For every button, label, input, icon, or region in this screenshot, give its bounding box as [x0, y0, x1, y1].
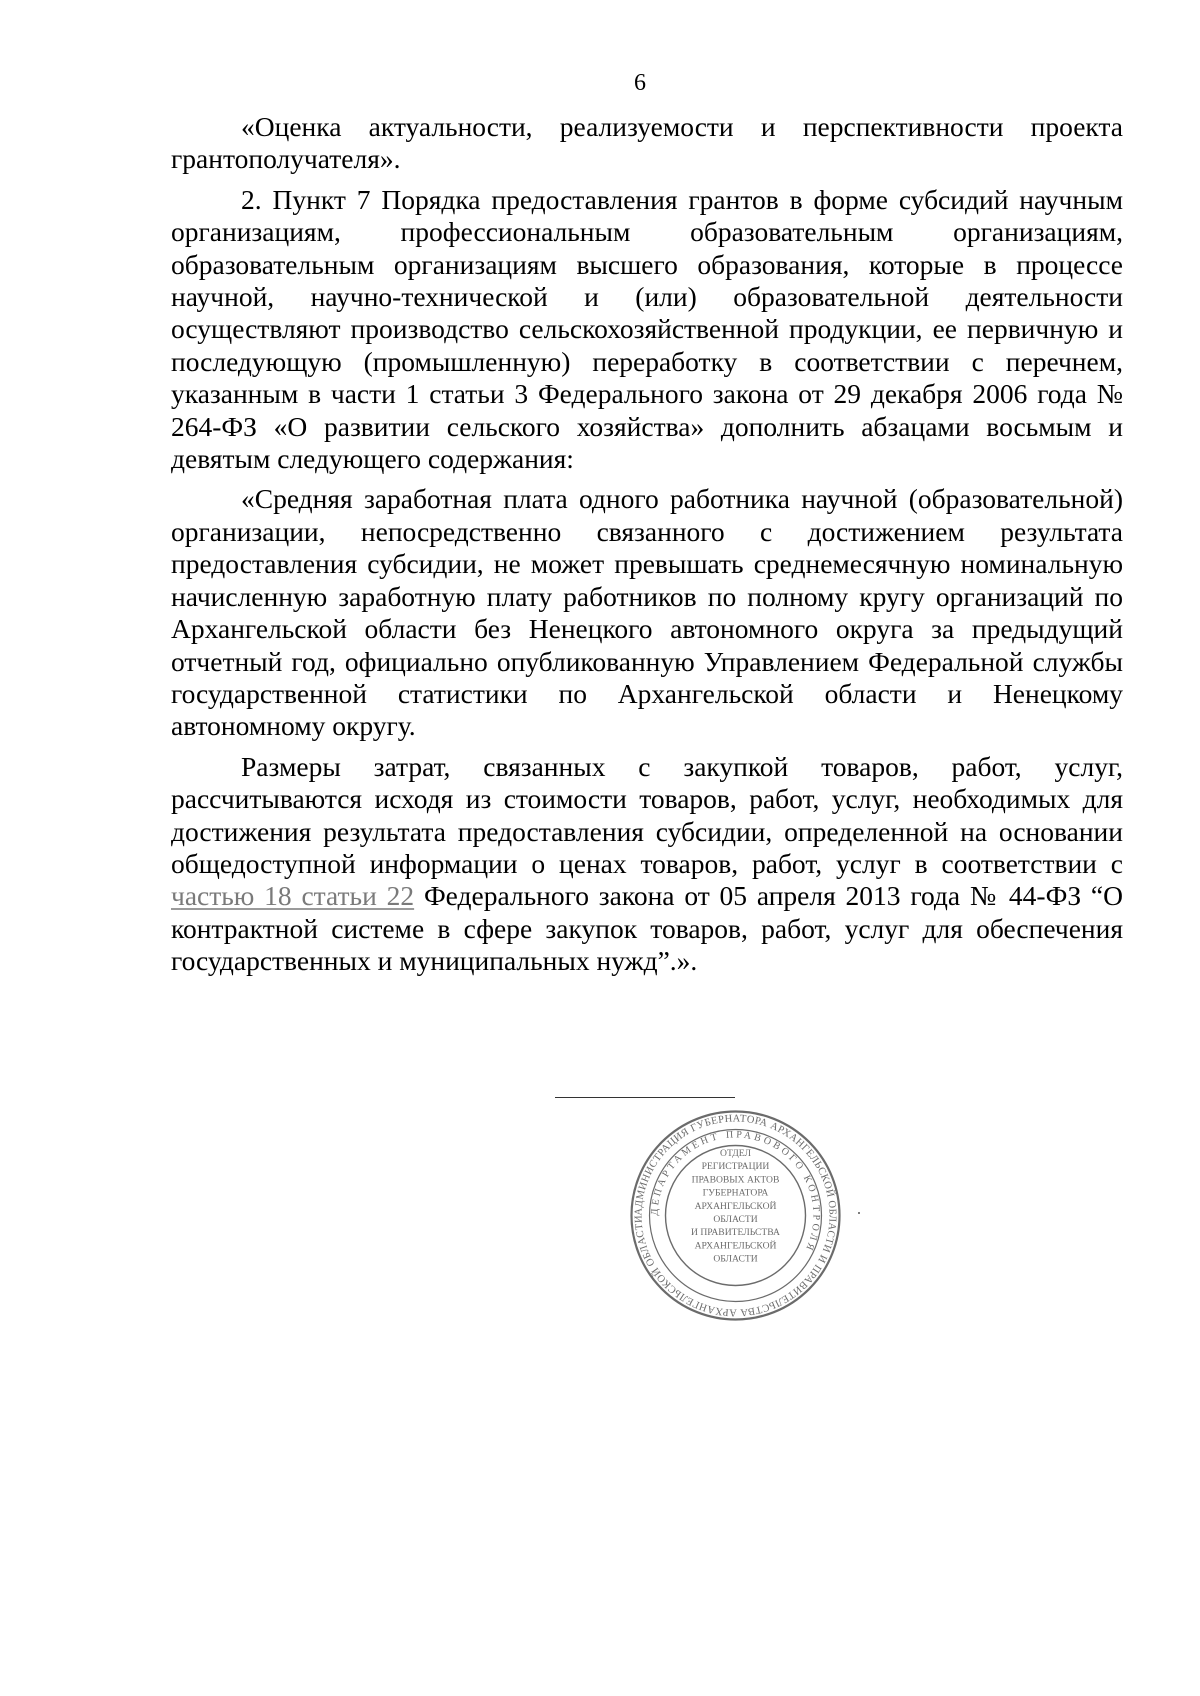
paragraph-4-text-before: Размеры затрат, связанных с закупкой товаров, работ, услуг, рассчитываются исходя из стоимости товаров, работ, услуг, необходимых для достижения результата предоставления субсидии, определенной на основании общедоступной информации о ценах товаров, работ, услуг в соответствии с	[171, 750, 1123, 879]
stamp-inner-ring-text: ДЕПАРТАМЕНТ ПРАВОВОГО КОНТРОЛЯ	[649, 1129, 822, 1255]
stamp-center-line: ОТДЕЛ	[720, 1148, 751, 1159]
stamp-center-line: ПРАВОВЫХ АКТОВ	[691, 1174, 780, 1186]
paragraph-4-text-after: Федерального закона от 05 апреля 2013 года № 44-ФЗ “О контрактной системе в сфере закупок товаров, работ, услуг для обеспечения государственных и муниципальных нужд”.».	[171, 880, 1123, 977]
paragraph-2: 2. Пункт 7 Порядка предоставления грантов в форме субсидий научным организациям, профессиональным образовательным организациям, образовательным организациям высшего образования, которые в процессе научной, научно-технической и (или) образовательной деятельности осуществляют производство сельскохозяйственной продукции, ее первичную и последующую (промышленную) переработку в соответствии с перечнем, указанным в части 1 статьи 3 Федерального закона от 29 декабря 2006 года № 264-ФЗ «О развитии сельского хозяйства» дополнить абзацами восьмым и девятым следующего содержания:	[171, 183, 1123, 475]
paragraph-1: «Оценка актуальности, реализуемости и перспективности проекта грантополучателя».	[171, 111, 1123, 175]
document-body	[171, 111, 1123, 978]
law-reference-link[interactable]: частью 18 статьи 22	[171, 880, 415, 912]
scan-speck	[858, 1212, 860, 1214]
paragraph-3: «Средняя заработная плата одного работника научной (образовательной) организации, непосредственно связанного с достижением результата предоставления субсидии, не может превышать среднемесячную номинальную начисленную заработную плату работников по полному кругу организаций по Архангельской области без Ненецкого автономного округа за предыдущий отчетный год, официально опубликованную Управлением Федеральной службы государственной статистики по Архангельской области и Ненецкому автономному округу.	[171, 483, 1123, 742]
page-number: 6	[634, 70, 646, 96]
stamp-center-line: ГУБЕРНАТОРА	[702, 1187, 769, 1199]
stamp-center-text	[691, 1148, 780, 1265]
registration-stamp	[628, 1108, 843, 1323]
signature-line	[555, 1097, 735, 1098]
stamp-center-line: РЕГИСТРАЦИИ	[701, 1161, 770, 1173]
stamp-center-line: И ПРАВИТЕЛЬСТВА	[691, 1227, 780, 1239]
stamp-center-line: ОБЛАСТИ	[713, 1253, 758, 1265]
paragraph-4	[171, 751, 1123, 978]
stamp-center-line: ОБЛАСТИ	[713, 1214, 758, 1225]
stamp-center-line: АРХАНГЕЛЬСКОЙ	[694, 1240, 777, 1252]
stamp-center-line: АРХАНГЕЛЬСКОЙ	[694, 1200, 777, 1212]
stamp-outer-ring-text: АДМИНИСТРАЦИЯ ГУБЕРНАТОРА АРХАНГЕЛЬСКОЙ ОБЛАСТИ И ПРАВИТЕЛЬСТВА АРХАНГЕЛЬСКОЙ ОБЛАСТИ	[633, 1113, 838, 1318]
